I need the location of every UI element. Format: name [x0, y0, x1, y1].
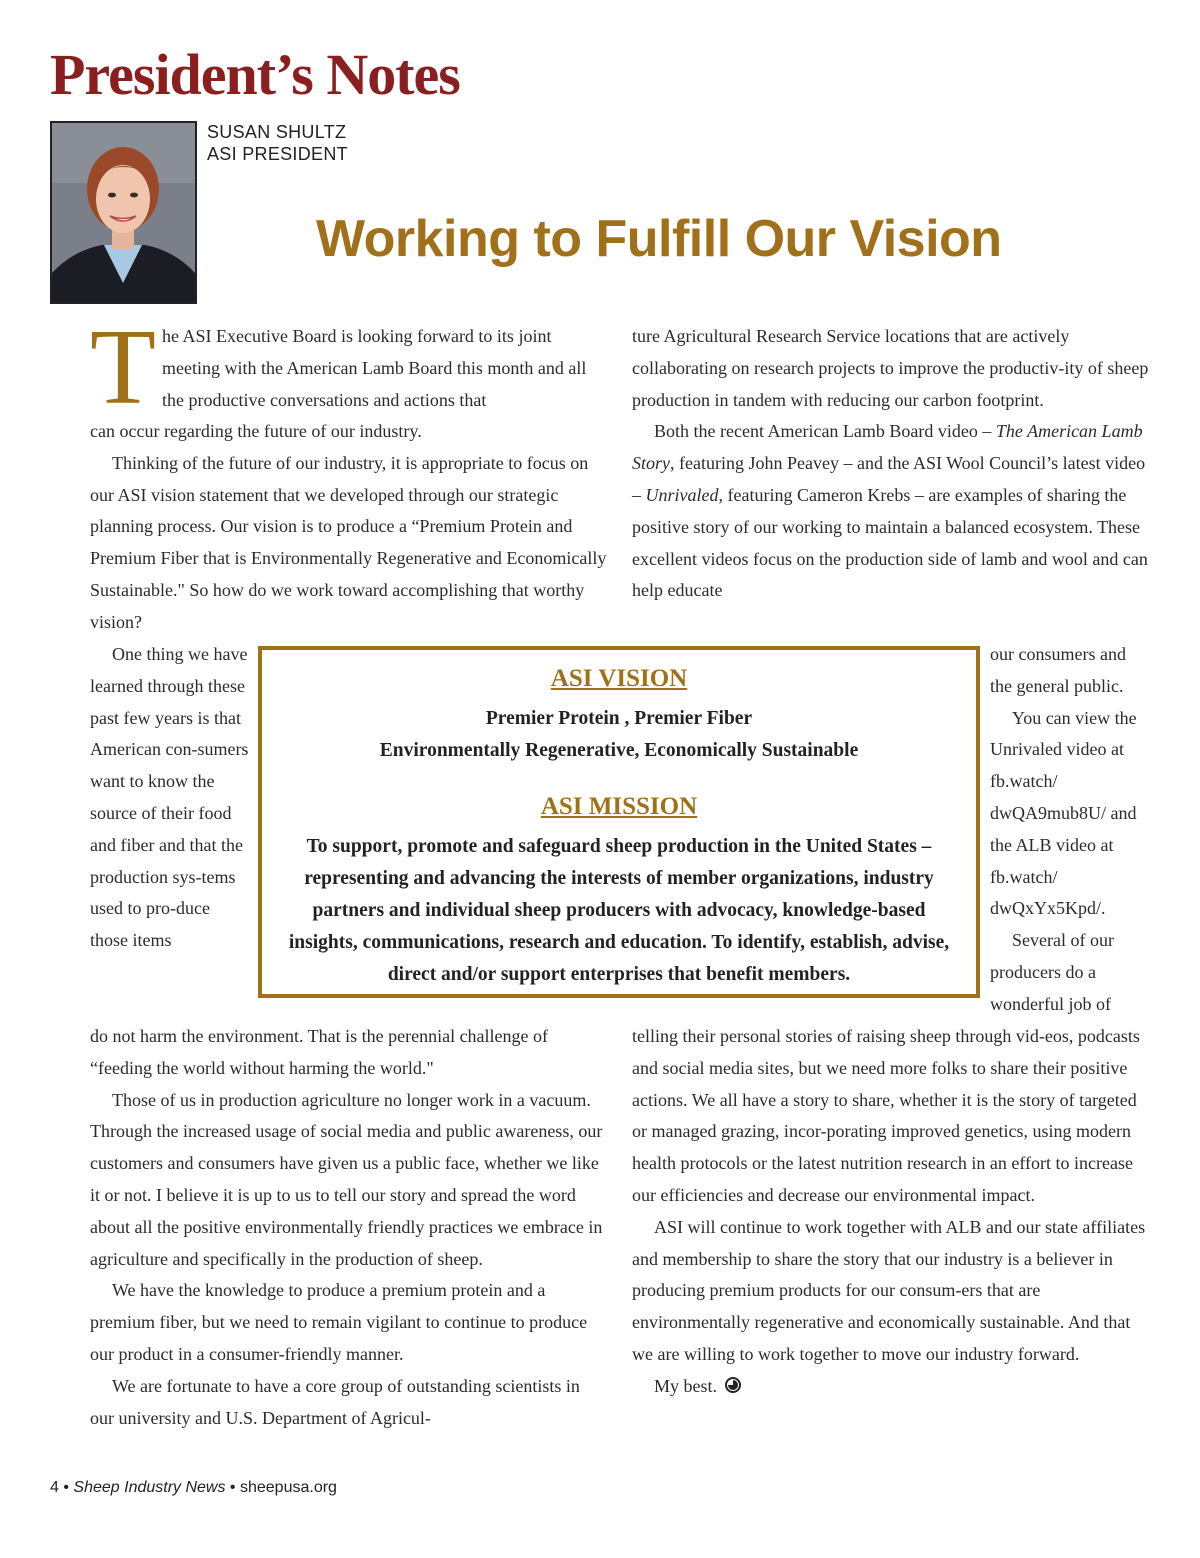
vision-line-2: Environmentally Regenerative, Economically Sustainable	[379, 740, 859, 761]
left-column-lower	[90, 1021, 608, 1434]
right-column-upper	[632, 321, 1150, 607]
author-role: ASI PRESIDENT	[207, 144, 348, 164]
publication-name: Sheep Industry News	[73, 1479, 226, 1496]
left-para-1-lead: he ASI Executive Board is looking forward to its joint meeting with the American Lamb Board this month and all the productive conversations and actions that	[162, 326, 587, 410]
byline	[207, 121, 348, 165]
author-portrait	[50, 121, 197, 304]
author-name: SUSAN SHULTZ	[207, 122, 347, 142]
vision-line-1: Premier Protein , Premier Fiber	[485, 708, 753, 729]
right-column-narrow	[990, 639, 1152, 1021]
vision-mission-callout	[258, 646, 980, 998]
right-para-3-narrow: You can view the Unrivaled video at fb.watch/ dwQA9mub8U/ and the ALB video at fb.watch/ dwQxYx5Kpd/.	[990, 707, 1137, 919]
right-para-2-narrow: our consumers and the general public.	[990, 644, 1126, 696]
section-title: President’s Notes	[50, 42, 460, 107]
vision-heading: ASI VISION	[550, 665, 688, 692]
drop-cap: T	[90, 308, 156, 427]
right-para-4-narrow: Several of our producers do a wonderful job of	[990, 930, 1114, 1014]
left-para-3-narrow: One thing we have learned through these past few years is that American con-sumers want to know the source of their food and fiber and that the production sys-tems used to pro-duce those items	[90, 644, 249, 951]
left-para-1-rest: can occur regarding the future of our industry.	[90, 421, 422, 441]
left-column-narrow	[90, 639, 250, 957]
left-para-5: We have the knowledge to produce a premium protein and a premium fiber, but we need to remain vigilant to continue to produce our product in a consumer-friendly manner.	[90, 1280, 588, 1364]
right-para-5: ASI will continue to work together with ALB and our state affiliates and membership to share the story that our industry is a believer in producing premium products for our consum-ers that are environmentally regenerative and economically sustainable. And that we are willing to work together to move our industry forward.	[632, 1216, 1146, 1364]
left-para-2: Thinking of the future of our industry, it is appropriate to focus on our ASI vision statement that we developed through our strategic planning process. Our vision is to produce a “Premium Protein and Premium Fiber that is Environmentally Regenerative and Economically Sustainable." So how do we work toward accomplishing that worthy vision?	[90, 452, 607, 632]
video-title-american-lamb-story: The American Lamb Story	[632, 421, 1143, 474]
mission-text: To support, promote and safeguard sheep production in the United States – representing and advancing the interests of member organizations, industry partners and individual sheep producers with advocacy, knowledge-based insights, communications, research and education. To identify, establish, advise, direct and/or support enterprises that benefit members.	[288, 836, 950, 985]
right-para-4-rest: telling their personal stories of raising sheep through vid-eos, podcasts and social media sites, but we need more folks to share their positive actions. We all have a story to share, whether it is the story of targeted or managed grazing, incor-porating improved genetics, using modern health protocols or the latest nutrition research in an effort to increase our efficiencies and decrease our environmental impact.	[632, 1026, 1140, 1205]
right-para-1: ture Agricultural Research Service locations that are actively collaborating on research projects to improve the productiv-ity of sheep production in tandem with reducing our carbon footprint.	[632, 326, 1149, 410]
page-footer: 4 • Sheep Industry News • sheepusa.org	[50, 1479, 337, 1496]
left-para-4: Those of us in production agriculture no longer work in a vacuum. Through the increased usage of social media and public awareness, our customers and consumers have given us a public face, whether we like it or not. I believe it is up to us to tell our story and spread the word about all the positive environmentally friendly practices we embrace in agriculture and specifically in the production of sheep.	[90, 1089, 603, 1269]
left-para-3-rest: do not harm the environment. That is the perennial challenge of “feeding the world without harming the world."	[90, 1026, 549, 1078]
mission-heading: ASI MISSION	[540, 793, 698, 820]
end-mark-icon	[725, 1377, 741, 1393]
left-column-upper	[90, 416, 608, 639]
website: sheepusa.org	[239, 1479, 337, 1496]
video-title-unrivaled: Unrivaled	[645, 484, 719, 505]
left-para-6: We are fortunate to have a core group of outstanding scientists in our university and U.S. Department of Agricul-	[90, 1375, 580, 1428]
article-headline: Working to Fulfill Our Vision	[316, 210, 1002, 268]
page-number: 4	[50, 1479, 59, 1496]
right-column-lower	[632, 1021, 1150, 1403]
signoff: My best.	[632, 1371, 1150, 1403]
right-para-2: Both the recent American Lamb Board video – The American Lamb Story, featuring John Peavey – and the ASI Wool Council’s latest video – Unrivaled, featuring Cameron Krebs – are examples of sharing the positive story of our working to maintain a balanced ecosystem. These excellent videos focus on the production side of lamb and wool and can help educate	[632, 421, 1148, 601]
